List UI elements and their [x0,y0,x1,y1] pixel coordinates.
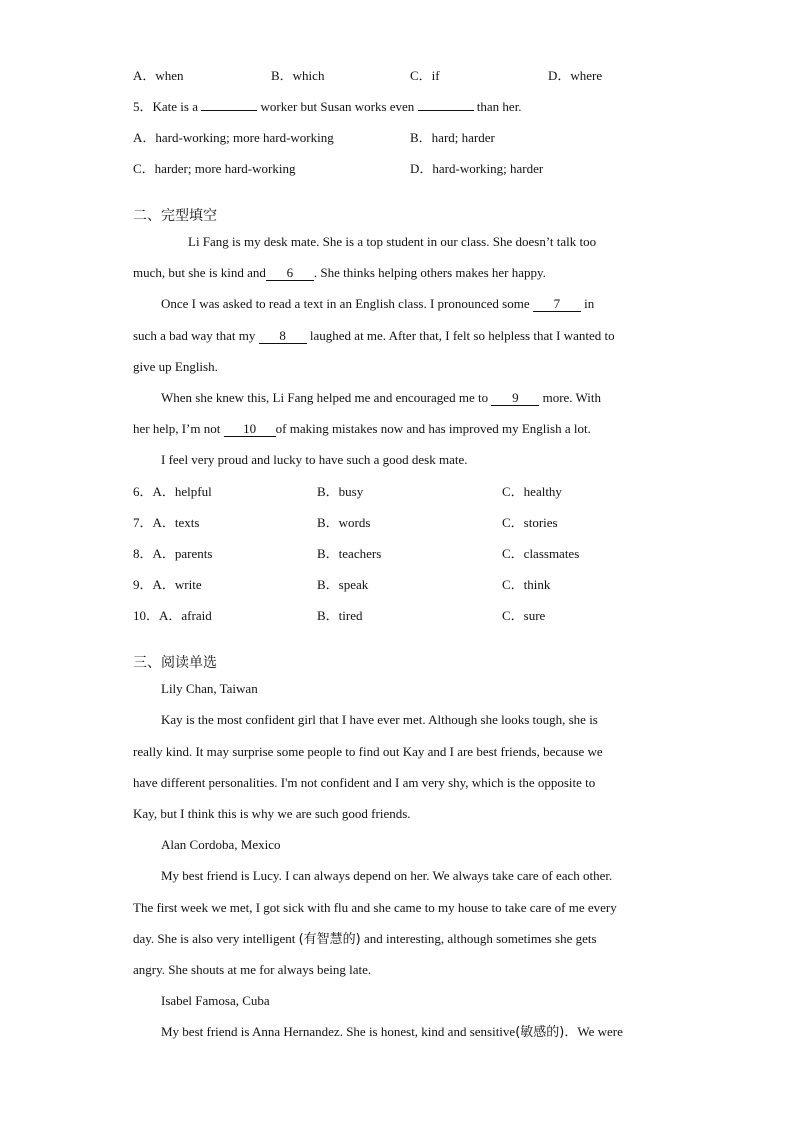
cloze-p1-line2: much, but she is kind and 6 . She thinks helping others makes her happy. [133,265,546,280]
cloze-blank-7: 7 [533,297,581,312]
cloze-p2-line2: such a bad way that my 8 laughed at me. After that, I felt so helpless that I wanted to [133,328,615,343]
q5-blank-1 [201,110,257,111]
cloze-p3-line1: When she knew this, Li Fang helped me and encouraged me to 9 more. With [161,390,602,405]
q5-option-c: C．harder; more hard-working [133,161,296,176]
cloze-p3-line2: her help, I’m not 10 of making mistakes now and has improved my English a lot. [133,421,591,436]
cloze-option-c: C．think [502,577,551,592]
cloze-option-row: 9．A．write [133,577,202,592]
cloze-option-row: 7．A．texts [133,515,200,530]
cloze-p2-line3: give up English. [133,359,218,374]
cloze-heading: 二、完型填空 [133,208,217,224]
reading-text-3-line1: My best friend is Anna Hernandez. She is honest, kind and sensitive(敏感的)．We were [161,1024,623,1040]
cloze-option-b: B．tired [317,608,363,623]
cloze-option-row: 6．A．helpful [133,484,212,499]
cloze-p2-line1: Once I was asked to read a text in an English class. I pronounced some 7 in [161,296,595,311]
q4-option-b: B．which [271,68,325,83]
cloze-blank-10: 10 [224,422,276,437]
cloze-blank-6: 6 [266,266,314,281]
q5-option-b: B．hard; harder [410,130,495,145]
cloze-option-b: B．busy [317,484,364,499]
reading-text-2-line1: My best friend is Lucy. I can always depend on her. We always take care of each other. [161,868,613,883]
reading-name-1: Lily Chan, Taiwan [161,681,258,696]
cloze-p1-line1: Li Fang is my desk mate. She is a top student in our class. She doesn’t talk too [188,234,597,249]
reading-text-2-line4: angry. She shouts at me for always being late. [133,962,372,977]
q4-option-a: A．when [133,68,184,83]
reading-text-2-line2: The first week we met, I got sick with flu and she came to my house to take care of me every [133,900,617,915]
reading-name-2: Alan Cordoba, Mexico [161,837,281,852]
reading-text-2-line3: day. She is also very intelligent (有智慧的) and interesting, although sometimes she gets [133,931,597,947]
cloze-option-b: B．teachers [317,546,382,561]
q5-option-d: D．hard-working; harder [410,161,544,176]
cloze-option-b: B．speak [317,577,369,592]
reading-text-1-line3: have different personalities. I'm not confident and I am very shy, which is the opposite to [133,775,596,790]
cloze-option-c: C．stories [502,515,558,530]
q4-option-c: C．if [410,68,440,83]
q5-blank-2 [418,110,474,111]
cloze-blank-8: 8 [259,329,307,344]
q5-option-a: A．hard-working; more hard-working [133,130,334,145]
reading-text-1-line1: Kay is the most confident girl that I have ever met. Although she looks tough, she is [161,712,598,727]
cloze-option-c: C．classmates [502,546,580,561]
reading-name-3: Isabel Famosa, Cuba [161,993,270,1008]
reading-text-1-line2: really kind. It may surprise some people to find out Kay and I are best friends, because we [133,744,603,759]
cloze-option-c: C．healthy [502,484,562,499]
cloze-option-b: B．words [317,515,371,530]
q4-option-d: D．where [548,68,603,83]
cloze-option-row: 10．A．afraid [133,608,212,623]
cloze-option-c: C．sure [502,608,546,623]
cloze-blank-9: 9 [491,391,539,406]
q5-stem: 5．Kate is a worker but Susan works even than her. [133,99,522,114]
reading-text-1-line4: Kay, but I think this is why we are such good friends. [133,806,411,821]
cloze-option-row: 8．A．parents [133,546,213,561]
reading-heading: 三、阅读单选 [133,655,217,671]
cloze-p4: I feel very proud and lucky to have such a good desk mate. [161,452,468,467]
